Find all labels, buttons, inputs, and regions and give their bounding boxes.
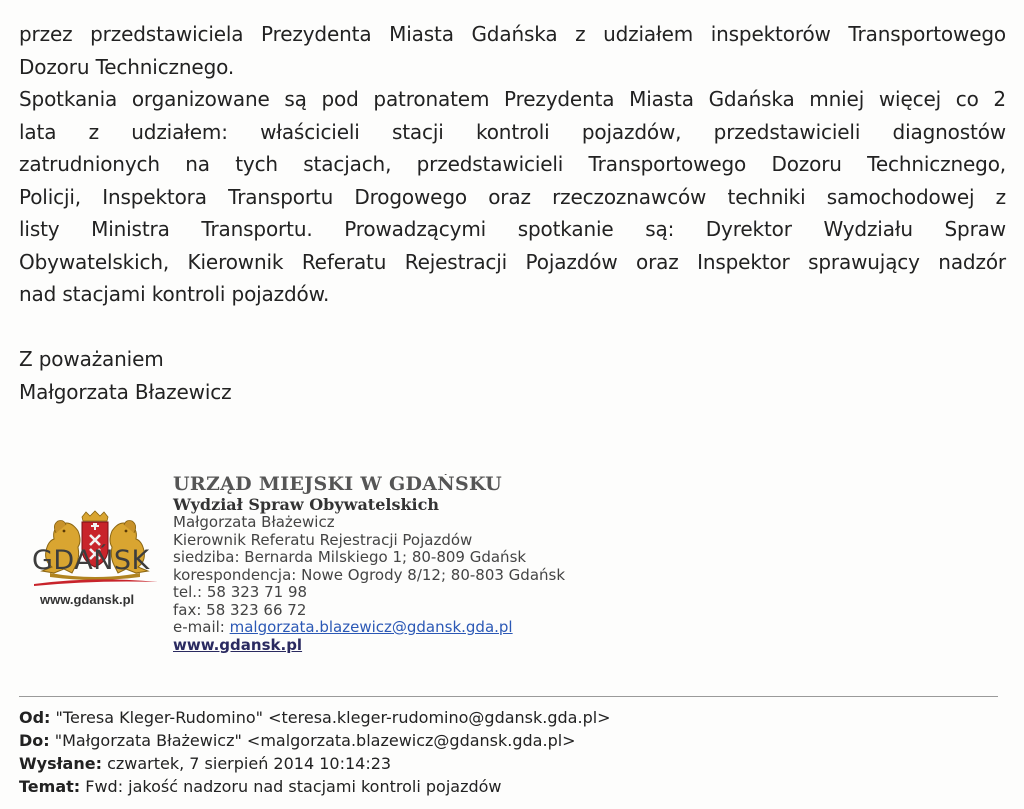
email-sent-row (19, 752, 611, 775)
letter-line-3: Spotkania organizowane są pod patronatem Prezydenta Miasta Gdańska mniej więcej co 2 (19, 87, 1006, 111)
letter-line-7: listy Ministra Transportu. Prowadzącymi spotkanie są: Dyrektor Wydziału Spraw (19, 217, 1006, 241)
signature-website-row (173, 637, 565, 655)
logo-url: www.gdansk.pl (40, 592, 135, 607)
letter-line-8: Obywatelskich, Kierownik Referatu Rejestracji Pojazdów oraz Inspektor sprawujący nadzór (19, 249, 1006, 274)
letter-body (19, 18, 1006, 408)
signature-seat: siedziba: Bernarda Milskiego 1; 80-809 Gdańsk (173, 548, 527, 566)
signature-email-label: e-mail: (173, 618, 230, 636)
signer-name: Małgorzata Błazewicz (19, 379, 232, 404)
closing-phrase: Z poważaniem (19, 347, 164, 371)
signature-website-link[interactable]: www.gdansk.pl (173, 635, 303, 654)
signature-fax: fax: 58 323 66 72 (173, 600, 307, 619)
signature-correspondence: korespondencja: Nowe Ogrody 8/12; 80-803 Gdańsk (173, 565, 566, 584)
email-signature (173, 474, 565, 654)
email-from-row (19, 706, 611, 729)
email-to-row (19, 729, 611, 752)
subject-label: Temat: (19, 777, 81, 796)
blank-line (19, 311, 1006, 344)
to-label: Do: (19, 731, 50, 750)
letter-line-2: Dozoru Technicznego. (19, 54, 235, 79)
gdansk-logo-wordmark: GDAŃSK (32, 545, 150, 576)
subject-value: Fwd: jakość nadzoru nad stacjami kontroli pojazdów (80, 777, 502, 796)
letter-line-4: lata z udziałem: właścicieli stacji kontroli pojazdów, przedstawicieli diagnostów (19, 119, 1006, 144)
signature-tel: tel.: 58 323 71 98 (173, 583, 308, 601)
letter-line-1: przez przedstawiciela Prezydenta Miasta Gdańska z udziałem inspektorów Transportowego (19, 22, 1006, 46)
signature-email-link[interactable]: malgorzata.blazewicz@gdansk.gda.pl (229, 618, 513, 636)
signature-person: Małgorzata Błażewicz (173, 513, 335, 531)
email-subject-row (19, 775, 611, 798)
from-value: "Teresa Kleger-Rudomino" <teresa.kleger-rudomino@gdansk.gda.pl> (50, 708, 611, 727)
sent-label: Wysłane: (19, 754, 102, 773)
signature-position: Kierownik Referatu Rejestracji Pojazdów (173, 530, 473, 549)
sent-value: czwartek, 7 sierpień 2014 10:14:23 (101, 754, 392, 773)
letter-line-5: zatrudnionych na tych stacjach, przedstawicieli Transportowego Dozoru Technicznego, (19, 152, 1006, 176)
letter-line-6: Policji, Inspektora Transportu Drogowego oraz rzeczoznawców techniki samochodowej z (19, 184, 1006, 209)
header-divider (19, 696, 998, 697)
logo-swoosh-icon (34, 578, 158, 586)
letter-line-9: nad stacjami kontroli pojazdów. (19, 282, 330, 306)
signature-email-row (173, 619, 565, 637)
signature-department: Wydział Spraw Obywatelskich (173, 495, 439, 514)
from-label: Od: (19, 708, 51, 727)
email-header-block (19, 706, 611, 798)
signature-organization: URZĄD MIEJSKI W GDAŃSKU (173, 474, 502, 495)
to-value: "Małgorzata Błażewicz" <malgorzata.blazewicz@gdansk.gda.pl> (49, 731, 576, 750)
